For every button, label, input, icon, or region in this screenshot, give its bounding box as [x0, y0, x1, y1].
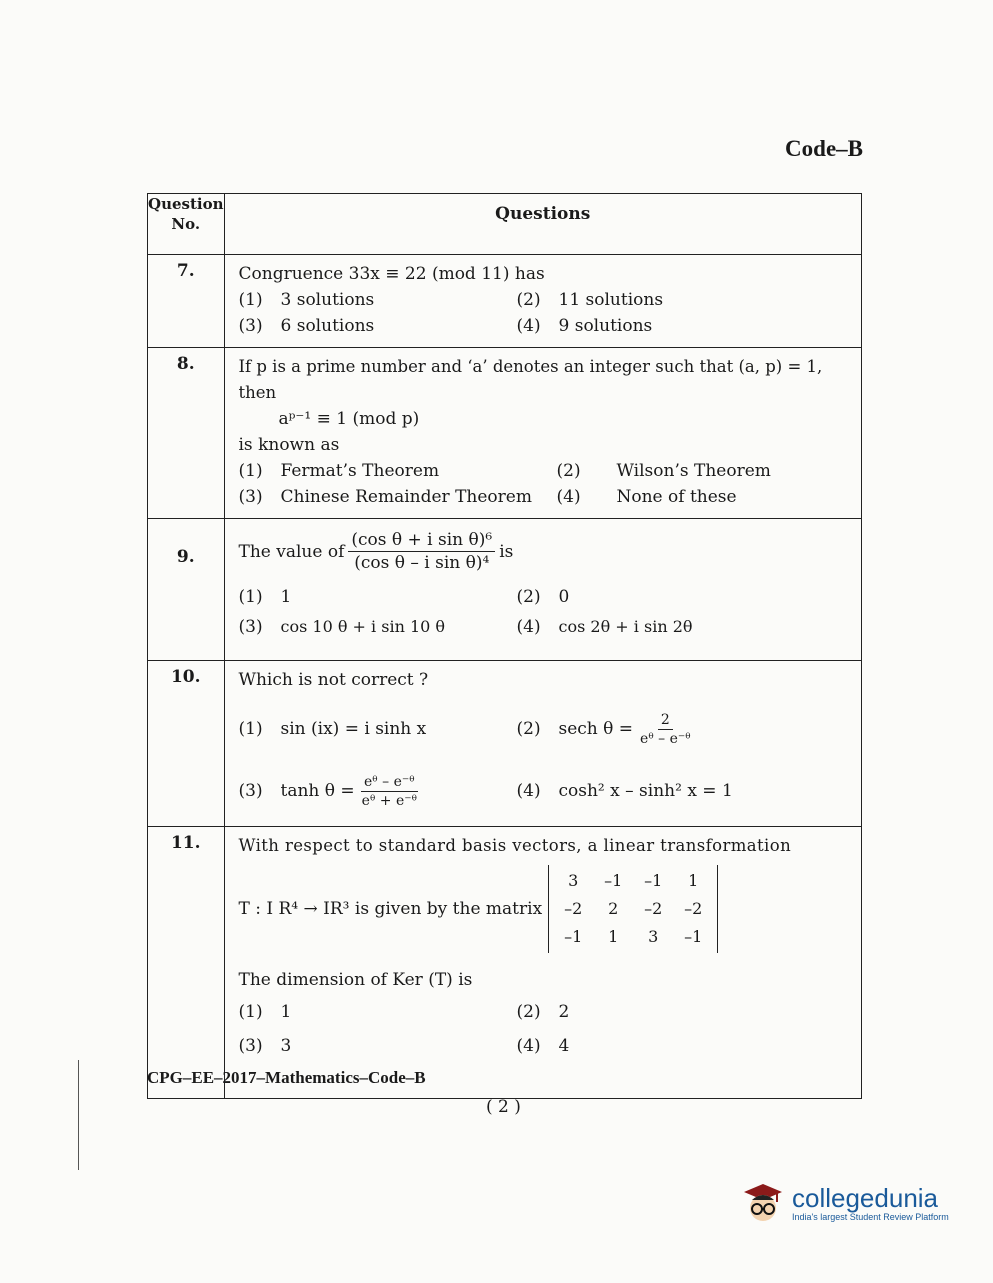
- matrix-cell: –1: [604, 871, 623, 890]
- header-question-no: Question No.: [148, 194, 225, 255]
- map-text: T : I R⁴ → IR³ is given by the matrix: [238, 899, 543, 919]
- option-text: 2: [558, 1002, 570, 1022]
- matrix-cell: 3: [648, 927, 659, 946]
- question-body: [224, 827, 862, 1099]
- option-number: (3): [238, 1036, 263, 1056]
- question-number: 7.: [148, 255, 225, 348]
- option-text: 9 solutions: [558, 316, 653, 336]
- option-number: (2): [516, 290, 541, 310]
- option-text: 0: [558, 587, 570, 607]
- logo-tagline: India's largest Student Review Platform: [792, 1212, 949, 1222]
- option-text: None of these: [616, 487, 737, 507]
- numerator: eᶿ – e⁻ᶿ: [361, 773, 418, 792]
- margin-line: [78, 1060, 79, 1170]
- mascot-icon: [738, 1178, 788, 1228]
- option-number: (4): [516, 1036, 541, 1056]
- question-stem: [239, 529, 854, 574]
- question-stem-2: is known as: [238, 435, 340, 455]
- option-text: 11 solutions: [558, 290, 664, 310]
- denominator: (cos θ – i sin θ)⁴: [354, 553, 490, 573]
- option-number: (1): [238, 587, 263, 607]
- fraction: [637, 711, 694, 748]
- option-text: 1: [280, 1002, 292, 1022]
- question-row-8: [148, 348, 862, 519]
- question-stem: Which is not correct ?: [238, 670, 429, 690]
- option-text: 1: [280, 587, 292, 607]
- option-text: cos 2θ + i sin 2θ: [558, 617, 693, 636]
- question-stem: If p is a prime number and ‘a’ denotes an integer such that (a, p) = 1, then: [238, 357, 823, 402]
- option-number: (1): [238, 719, 263, 739]
- header-questions: Questions: [224, 194, 862, 255]
- option-number: (2): [516, 587, 541, 607]
- option-number: (4): [516, 316, 541, 336]
- question-stem-2: The dimension of Ker (T) is: [238, 970, 473, 990]
- matrix-cell: 3: [568, 871, 579, 890]
- option-number: (1): [238, 290, 263, 310]
- option-number: (4): [556, 487, 581, 507]
- option-number: (1): [238, 1002, 263, 1022]
- question-number: 9.: [148, 519, 225, 661]
- option-number: (4): [516, 781, 541, 801]
- option-text: Chinese Remainder Theorem: [280, 487, 532, 507]
- option-text: 3 solutions: [280, 290, 375, 310]
- option-number: (3): [238, 781, 263, 801]
- question-number: 11.: [148, 827, 225, 1099]
- footer-code: CPG–EE–2017–Mathematics–Code–B: [147, 1068, 426, 1087]
- question-body: [224, 519, 862, 661]
- option-text: cos 10 θ + i sin 10 θ: [280, 617, 446, 636]
- matrix-cell: –2: [644, 899, 663, 918]
- stem-suffix: is: [499, 541, 514, 562]
- option-text: tanh θ =: [280, 781, 355, 801]
- option-text: Fermat’s Theorem: [280, 461, 440, 481]
- page-number: ( 2 ): [486, 1097, 521, 1117]
- collegedunia-logo: [738, 1178, 949, 1228]
- option-number: (3): [238, 487, 263, 507]
- numerator: (cos θ + i sin θ)⁶: [348, 529, 495, 552]
- question-number: 8.: [148, 348, 225, 519]
- question-row-7: [148, 255, 862, 348]
- matrix-cell: –1: [684, 927, 703, 946]
- question-formula: aᵖ⁻¹ ≡ 1 (mod p): [278, 409, 420, 429]
- option-number: (3): [238, 316, 263, 336]
- option-text: 3: [280, 1036, 292, 1056]
- matrix: [548, 865, 718, 953]
- option-number: (1): [238, 461, 263, 481]
- question-table: [147, 193, 862, 1099]
- question-row-10: [148, 661, 862, 827]
- question-stem: With respect to standard basis vectors, a linear transformation: [238, 836, 792, 855]
- denominator: eᶿ + e⁻ᶿ: [361, 792, 418, 809]
- option-number: (3): [238, 617, 263, 637]
- question-body: [224, 661, 862, 827]
- question-body: [224, 348, 862, 519]
- option-number: (2): [516, 719, 541, 739]
- matrix-cell: 1: [688, 871, 699, 890]
- stem-prefix: The value of: [238, 541, 345, 562]
- question-body: [224, 255, 862, 348]
- option-number: (4): [516, 617, 541, 637]
- option-text: 4: [558, 1036, 570, 1056]
- option-number: (2): [556, 461, 581, 481]
- fraction: [348, 529, 495, 574]
- question-row-9: [148, 519, 862, 661]
- matrix-cell: –1: [564, 927, 583, 946]
- numerator: 2: [658, 711, 673, 730]
- denominator: eᶿ – e⁻ᶿ: [640, 730, 691, 747]
- paper-code: Code–B: [785, 136, 863, 161]
- logo-brand: collegedunia: [792, 1183, 939, 1213]
- option-text: sech θ =: [558, 719, 634, 739]
- matrix-line: [239, 865, 854, 953]
- matrix-cell: –2: [684, 899, 703, 918]
- matrix-cell: 1: [608, 927, 619, 946]
- question-stem: Congruence 33x ≡ 22 (mod 11) has: [238, 264, 545, 284]
- question-row-11: [148, 827, 862, 1099]
- fraction: [359, 773, 420, 810]
- matrix-cell: 2: [608, 899, 619, 918]
- table-header-row: [148, 194, 862, 255]
- matrix-cell: –1: [644, 871, 663, 890]
- question-number: 10.: [148, 661, 225, 827]
- option-text: sin (ix) = i sinh x: [280, 719, 427, 739]
- option-text: cosh² x – sinh² x = 1: [558, 781, 733, 801]
- matrix-cell: –2: [564, 899, 583, 918]
- option-text: 6 solutions: [280, 316, 375, 336]
- matrix-grid: [553, 867, 713, 951]
- option-text: Wilson’s Theorem: [616, 461, 771, 481]
- option-number: (2): [516, 1002, 541, 1022]
